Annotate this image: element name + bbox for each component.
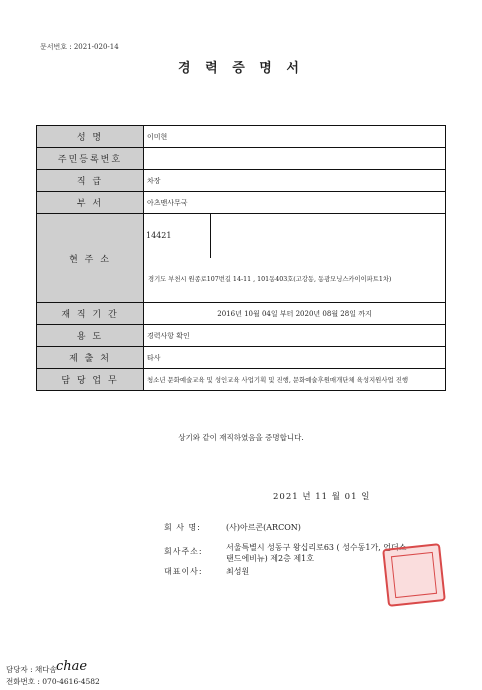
value-position: 차장 bbox=[144, 170, 446, 192]
company-rep-line bbox=[164, 566, 249, 577]
row-position bbox=[37, 170, 446, 192]
issue-date: 2021 년 11 월 01 일 bbox=[273, 492, 371, 502]
company-name: (사)아르콘(ARCON) bbox=[226, 523, 301, 532]
company-name-label: 회 사 명: bbox=[164, 523, 201, 532]
row-department bbox=[37, 192, 446, 214]
row-resident-number bbox=[37, 148, 446, 170]
company-address-line1: 서울특별시 성동구 왕십리로63 ( 성수동1가, 언더스 bbox=[226, 543, 407, 552]
row-submit-to bbox=[37, 347, 446, 369]
value-address: 경기도 부천시 원종로107번길 14-11 , 101동403호(고강동, 동광모닝스카이이파트1차) bbox=[148, 276, 392, 283]
row-name bbox=[37, 126, 446, 148]
row-duties bbox=[37, 369, 446, 391]
label-department: 부 서 bbox=[37, 192, 144, 214]
label-submit-to: 제 출 처 bbox=[37, 347, 144, 369]
company-rep: 최성원 bbox=[226, 567, 250, 576]
document-number: 문서번호 : 2021-020-14 bbox=[40, 43, 119, 51]
company-seal-inner bbox=[391, 552, 437, 598]
value-duties: 청소년 문화예술교육 및 성인교육 사업기획 및 진행, 문화예술후원매개단체 육성지원사업 진행 bbox=[144, 369, 446, 391]
company-address-line2: 탠드에비뉴) 제2층 제1호 bbox=[226, 554, 314, 563]
row-purpose bbox=[37, 325, 446, 347]
handwritten-signature: chae bbox=[56, 659, 88, 674]
label-resident-number: 주민등록번호 bbox=[37, 148, 144, 170]
value-name: 이미현 bbox=[144, 126, 446, 148]
label-employment-period: 재 직 기 간 bbox=[37, 303, 144, 325]
label-purpose: 용 도 bbox=[37, 325, 144, 347]
value-zip: 14421 bbox=[144, 214, 211, 258]
company-address-line bbox=[164, 542, 406, 564]
company-address-label: 회사주소: bbox=[164, 547, 203, 556]
row-address bbox=[37, 214, 446, 303]
company-address bbox=[226, 542, 406, 564]
value-address-cell bbox=[144, 214, 446, 303]
label-duties: 담 당 업 무 bbox=[37, 369, 144, 391]
value-employment-period: 2016년 10월 04일 부터 2020년 08월 28일 까지 bbox=[144, 303, 446, 325]
row-employment-period bbox=[37, 303, 446, 325]
document-title: 경 력 증 명 서 bbox=[178, 61, 304, 76]
company-rep-label: 대표이사: bbox=[164, 567, 203, 576]
label-position: 직 급 bbox=[37, 170, 144, 192]
footer-phone: 전화번호 : 070-4616-4582 bbox=[6, 677, 100, 686]
company-seal-stamp bbox=[382, 543, 446, 607]
career-certificate-table bbox=[36, 125, 446, 391]
label-name: 성 명 bbox=[37, 126, 144, 148]
value-resident-number bbox=[144, 148, 446, 170]
company-name-line bbox=[164, 522, 301, 533]
label-address: 현 주 소 bbox=[37, 214, 144, 303]
footer-manager: 담당자 : 채다솜 bbox=[6, 665, 57, 674]
value-department: 아츠맨사무국 bbox=[144, 192, 446, 214]
value-submit-to: 타사 bbox=[144, 347, 446, 369]
value-purpose: 경력사항 확인 bbox=[144, 325, 446, 347]
confirmation-text: 상기와 같이 재직하였음을 증명합니다. bbox=[178, 433, 304, 442]
